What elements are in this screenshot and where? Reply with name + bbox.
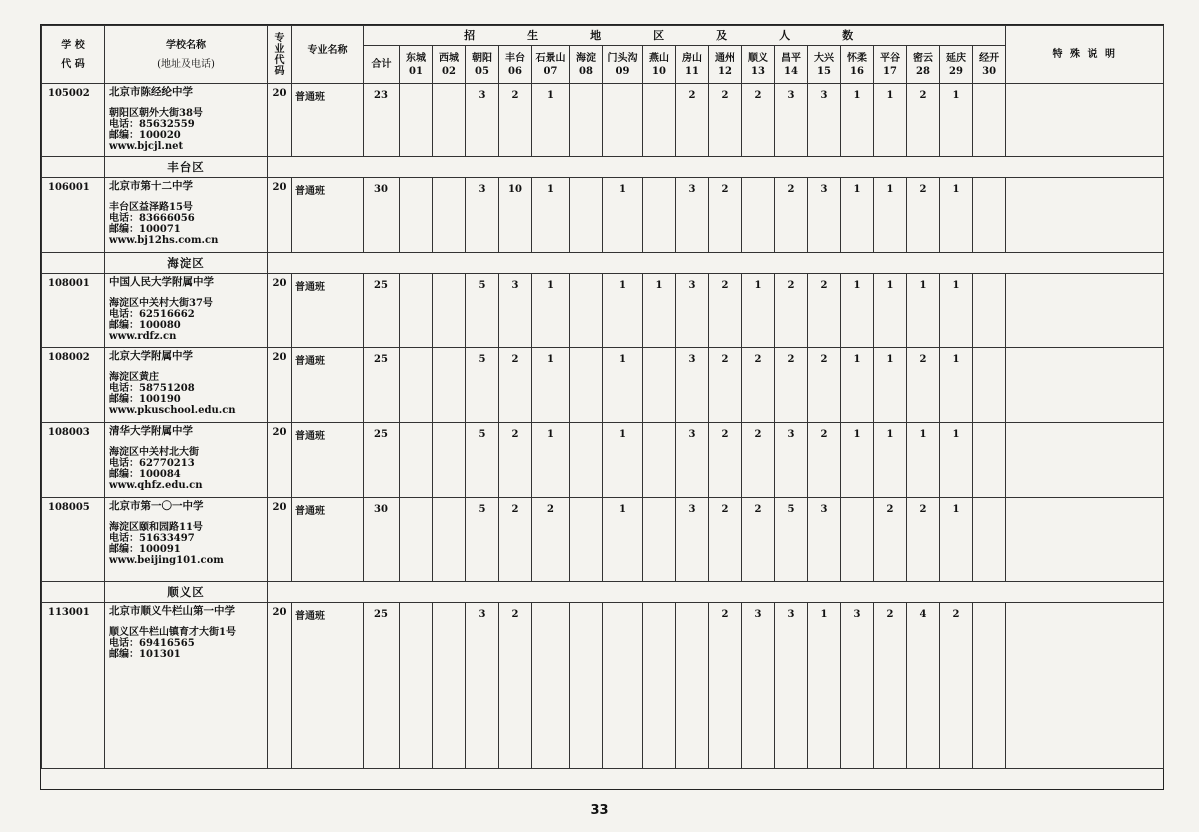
school-contact-line: 邮编：100071 (109, 224, 181, 235)
region-header (433, 46, 466, 84)
district-spacer (42, 253, 105, 274)
major-code: 20 (268, 178, 292, 253)
region-count: 3 (466, 603, 499, 769)
region-count: 3 (676, 274, 709, 348)
school-contact-line: 顺义区牛栏山镇育才大街1号 (109, 627, 236, 638)
region-count (643, 178, 676, 253)
school-info-cell (105, 274, 268, 348)
region-count: 2 (907, 498, 940, 582)
region-count: 3 (499, 274, 532, 348)
total-count: 25 (364, 423, 400, 498)
school-row (42, 84, 1164, 157)
region-name: 延庆 (946, 52, 966, 64)
region-count (643, 423, 676, 498)
region-count (433, 84, 466, 157)
region-count: 5 (466, 423, 499, 498)
region-count: 2 (808, 274, 841, 348)
region-count: 3 (808, 498, 841, 582)
school-code: 108003 (42, 423, 105, 498)
region-count: 1 (841, 423, 874, 498)
region-header (907, 46, 940, 84)
region-code: 14 (784, 65, 798, 77)
region-count: 1 (603, 274, 643, 348)
region-count (603, 84, 643, 157)
region-count: 2 (709, 274, 742, 348)
major-name: 普通班 (292, 423, 364, 498)
region-count: 2 (676, 84, 709, 157)
region-count (643, 348, 676, 423)
region-count (570, 423, 603, 498)
major-name: 普通班 (292, 178, 364, 253)
school-row (42, 498, 1164, 582)
school-contact-line: www.beijing101.com (109, 555, 224, 566)
region-count (433, 274, 466, 348)
region-count (400, 84, 433, 157)
region-count: 2 (907, 348, 940, 423)
region-count: 2 (874, 498, 907, 582)
school-name: 北京大学附属中学 (109, 350, 193, 362)
region-header (874, 46, 907, 84)
major-code: 20 (268, 498, 292, 582)
region-count: 1 (532, 348, 570, 423)
school-code: 105002 (42, 84, 105, 157)
school-name: 北京市第十二中学 (109, 180, 193, 192)
region-count (570, 603, 603, 769)
region-header (808, 46, 841, 84)
region-count (570, 348, 603, 423)
school-contact-line: 朝阳区朝外大街38号 (109, 108, 203, 119)
region-count (643, 603, 676, 769)
region-header (676, 46, 709, 84)
school-contact-line: 邮编：101301 (109, 649, 181, 660)
region-count: 3 (775, 423, 808, 498)
region-count: 2 (808, 348, 841, 423)
school-name: 北京市顺义牛栏山第一中学 (109, 605, 235, 617)
region-count: 2 (499, 603, 532, 769)
region-count: 1 (603, 348, 643, 423)
major-code-header: 专业代码 (268, 26, 292, 84)
region-count: 2 (709, 84, 742, 157)
district-spacer (42, 157, 105, 178)
school-code: 108005 (42, 498, 105, 582)
region-code: 05 (475, 65, 489, 77)
region-count: 1 (940, 84, 973, 157)
region-count: 1 (940, 348, 973, 423)
school-code: 106001 (42, 178, 105, 253)
region-count: 1 (874, 178, 907, 253)
region-code: 29 (949, 65, 963, 77)
major-code: 20 (268, 84, 292, 157)
school-contact-line: www.rdfz.cn (109, 331, 177, 342)
region-count: 3 (808, 178, 841, 253)
region-header (643, 46, 676, 84)
region-count: 1 (603, 498, 643, 582)
school-code: 108001 (42, 274, 105, 348)
total-count: 30 (364, 498, 400, 582)
school-code: 108002 (42, 348, 105, 423)
region-count: 1 (940, 498, 973, 582)
region-count: 3 (676, 498, 709, 582)
district-name: 丰台区 (105, 157, 268, 178)
region-count (841, 498, 874, 582)
school-contact-line: 邮编：100091 (109, 544, 181, 555)
district-spacer (42, 582, 105, 603)
region-count: 5 (775, 498, 808, 582)
region-name: 丰台 (505, 52, 525, 64)
school-contact-line: 电话：69416565 (109, 638, 195, 649)
region-header (400, 46, 433, 84)
region-count (400, 423, 433, 498)
district-name: 顺义区 (105, 582, 268, 603)
total-count: 25 (364, 348, 400, 423)
region-header (841, 46, 874, 84)
region-code: 17 (883, 65, 897, 77)
school-contact (109, 202, 263, 246)
school-row (42, 274, 1164, 348)
school-info-cell (105, 348, 268, 423)
region-code: 08 (579, 65, 593, 77)
school-contact-line: 邮编：100084 (109, 469, 181, 480)
region-count: 2 (742, 498, 775, 582)
region-code: 11 (685, 65, 699, 77)
major-name: 普通班 (292, 84, 364, 157)
region-count: 2 (940, 603, 973, 769)
school-name: 北京市第一〇一中学 (109, 500, 204, 512)
region-count: 2 (808, 423, 841, 498)
total-count: 25 (364, 603, 400, 769)
region-count: 1 (874, 348, 907, 423)
enrollment-table (41, 25, 1164, 769)
special-notes (1006, 603, 1164, 769)
special-notes (1006, 348, 1164, 423)
major-code: 20 (268, 423, 292, 498)
region-code: 02 (442, 65, 456, 77)
school-row (42, 603, 1164, 769)
school-name: 中国人民大学附属中学 (109, 276, 214, 288)
region-count (603, 603, 643, 769)
school-info-cell (105, 84, 268, 157)
region-count: 2 (709, 603, 742, 769)
region-count: 1 (603, 178, 643, 253)
region-code: 30 (982, 65, 997, 77)
region-count: 1 (940, 178, 973, 253)
school-contact-line: 电话：51633497 (109, 533, 195, 544)
school-contact (109, 298, 263, 342)
school-info-cell (105, 178, 268, 253)
region-count: 1 (532, 84, 570, 157)
region-code: 09 (615, 65, 630, 77)
region-count: 1 (603, 423, 643, 498)
region-header (709, 46, 742, 84)
region-count (973, 348, 1006, 423)
region-name: 海淀 (576, 52, 596, 64)
region-count: 1 (532, 423, 570, 498)
region-count: 2 (499, 423, 532, 498)
school-contact-line: 邮编：100020 (109, 130, 181, 141)
region-count: 1 (532, 178, 570, 253)
region-count: 1 (841, 274, 874, 348)
region-count (400, 348, 433, 423)
header-row-top (42, 26, 1164, 46)
school-contact-line: 海淀区颐和园路11号 (109, 522, 203, 533)
school-row (42, 348, 1164, 423)
school-code: 113001 (42, 603, 105, 769)
region-count: 1 (643, 274, 676, 348)
special-notes (1006, 423, 1164, 498)
region-name: 石景山 (535, 52, 566, 64)
school-contact-line: 邮编：100080 (109, 320, 181, 331)
district-spacer (268, 157, 1164, 178)
region-count (532, 603, 570, 769)
region-count (400, 498, 433, 582)
total-count: 23 (364, 84, 400, 157)
major-name: 普通班 (292, 274, 364, 348)
region-count: 3 (775, 603, 808, 769)
school-row (42, 423, 1164, 498)
region-name: 东城 (406, 52, 426, 64)
region-count: 3 (676, 178, 709, 253)
region-count (676, 603, 709, 769)
region-count: 2 (709, 178, 742, 253)
region-count: 2 (709, 423, 742, 498)
region-count (643, 84, 676, 157)
region-code: 01 (409, 65, 423, 77)
region-count: 1 (874, 423, 907, 498)
region-count: 3 (775, 84, 808, 157)
region-header (775, 46, 808, 84)
region-count (433, 348, 466, 423)
major-name: 普通班 (292, 498, 364, 582)
region-name: 密云 (913, 52, 933, 64)
region-code: 16 (850, 65, 864, 77)
school-contact (109, 372, 263, 416)
school-contact-line: 电话：83666056 (109, 213, 195, 224)
region-count: 3 (466, 178, 499, 253)
region-header (603, 46, 643, 84)
region-count: 2 (742, 423, 775, 498)
major-name: 普通班 (292, 348, 364, 423)
region-name: 燕山 (649, 52, 669, 64)
total-count: 30 (364, 178, 400, 253)
region-name: 房山 (682, 52, 702, 64)
region-code: 07 (543, 65, 558, 77)
district-row (42, 157, 1164, 178)
region-name: 昌平 (781, 52, 801, 64)
school-contact-line: www.bjcjl.net (109, 141, 184, 152)
major-code: 20 (268, 348, 292, 423)
region-header (973, 46, 1006, 84)
region-count: 3 (676, 348, 709, 423)
district-row (42, 253, 1164, 274)
school-contact-line: 邮编：100190 (109, 394, 181, 405)
region-count (570, 274, 603, 348)
school-name: 北京市陈经纶中学 (109, 86, 193, 98)
region-count: 3 (466, 84, 499, 157)
region-count: 1 (742, 274, 775, 348)
region-count: 1 (907, 274, 940, 348)
region-name: 朝阳 (472, 52, 492, 64)
region-count: 1 (940, 423, 973, 498)
school-code-header: 学 校 代 码 (42, 26, 105, 84)
region-count: 2 (499, 84, 532, 157)
school-contact-line: www.qhfz.edu.cn (109, 480, 203, 491)
region-count (973, 178, 1006, 253)
region-count (433, 423, 466, 498)
region-name: 西城 (439, 52, 459, 64)
school-contact-line: 电话：62770213 (109, 458, 195, 469)
page-number: 33 (590, 803, 609, 818)
notes-header: 特 殊 说 明 (1006, 26, 1164, 84)
region-count: 5 (466, 274, 499, 348)
region-code: 28 (916, 65, 930, 77)
region-name: 顺义 (748, 52, 768, 64)
region-header (499, 46, 532, 84)
region-count: 1 (841, 348, 874, 423)
total-header: 合计 (364, 46, 400, 84)
region-count: 2 (532, 498, 570, 582)
school-name-header: 学校名称 (地址及电话) (105, 26, 268, 84)
region-code: 06 (508, 65, 522, 77)
region-count: 1 (808, 603, 841, 769)
region-count: 4 (907, 603, 940, 769)
region-count: 3 (808, 84, 841, 157)
region-name: 经开 (979, 52, 1000, 64)
region-count (973, 274, 1006, 348)
region-count (433, 178, 466, 253)
special-notes (1006, 84, 1164, 157)
region-count: 5 (466, 348, 499, 423)
region-count: 3 (841, 603, 874, 769)
region-count (433, 603, 466, 769)
region-name: 门头沟 (607, 52, 638, 64)
major-code: 20 (268, 603, 292, 769)
school-contact-line: www.bj12hs.com.cn (109, 235, 219, 246)
region-count: 2 (709, 498, 742, 582)
region-count (742, 178, 775, 253)
region-count (973, 603, 1006, 769)
school-contact-line: 海淀区中关村大街37号 (109, 298, 213, 309)
region-title-header: 招生地区及人数 (364, 26, 1006, 46)
region-count: 1 (841, 84, 874, 157)
school-contact-line: 海淀区中关村北大街 (109, 447, 199, 458)
major-code: 20 (268, 274, 292, 348)
region-count: 1 (841, 178, 874, 253)
region-count: 10 (499, 178, 532, 253)
region-count: 1 (874, 84, 907, 157)
school-info-cell (105, 423, 268, 498)
region-header (532, 46, 570, 84)
region-count: 3 (676, 423, 709, 498)
school-name: 清华大学附属中学 (109, 425, 193, 437)
region-code: 10 (652, 65, 666, 77)
region-count: 2 (775, 348, 808, 423)
region-count: 5 (466, 498, 499, 582)
region-count: 3 (742, 603, 775, 769)
region-header (742, 46, 775, 84)
school-contact-line: 海淀区黄庄 (109, 372, 159, 383)
region-name: 平谷 (880, 52, 900, 64)
school-info-cell (105, 603, 268, 769)
region-count (400, 178, 433, 253)
region-count: 2 (709, 348, 742, 423)
region-count: 2 (742, 84, 775, 157)
region-count (570, 178, 603, 253)
district-spacer (268, 253, 1164, 274)
region-code: 12 (718, 65, 732, 77)
school-contact-line: 电话：62516662 (109, 309, 195, 320)
school-contact-line: 电话：85632559 (109, 119, 195, 130)
region-count: 1 (532, 274, 570, 348)
region-count: 2 (775, 178, 808, 253)
region-count (400, 603, 433, 769)
region-code: 15 (817, 65, 831, 77)
region-count: 2 (907, 178, 940, 253)
special-notes (1006, 498, 1164, 582)
region-count: 1 (940, 274, 973, 348)
region-count (973, 423, 1006, 498)
school-contact-line: 丰台区益泽路15号 (109, 202, 193, 213)
region-code: 13 (751, 65, 765, 77)
region-count: 1 (874, 274, 907, 348)
region-count (570, 498, 603, 582)
district-name: 海淀区 (105, 253, 268, 274)
school-row (42, 178, 1164, 253)
region-count: 2 (742, 348, 775, 423)
enrollment-table-sheet (40, 24, 1164, 790)
region-name: 通州 (715, 52, 735, 64)
special-notes (1006, 178, 1164, 253)
special-notes (1006, 274, 1164, 348)
major-name-header: 专业名称 (292, 26, 364, 84)
region-count (400, 274, 433, 348)
school-contact-line: www.pkuschool.edu.cn (109, 405, 236, 416)
district-spacer (268, 582, 1164, 603)
region-count: 2 (907, 84, 940, 157)
school-contact (109, 447, 263, 491)
school-contact (109, 627, 263, 660)
district-row (42, 582, 1164, 603)
region-count: 2 (499, 498, 532, 582)
region-header (940, 46, 973, 84)
major-name: 普通班 (292, 603, 364, 769)
school-contact-line: 电话：58751208 (109, 383, 195, 394)
region-count (973, 84, 1006, 157)
region-count: 2 (499, 348, 532, 423)
region-count: 2 (874, 603, 907, 769)
table-body (42, 84, 1164, 769)
region-name: 大兴 (814, 52, 834, 64)
region-name: 怀柔 (847, 52, 867, 64)
total-count: 25 (364, 274, 400, 348)
school-info-cell (105, 498, 268, 582)
region-count (973, 498, 1006, 582)
region-header (466, 46, 499, 84)
school-contact (109, 522, 263, 566)
region-count: 2 (775, 274, 808, 348)
region-header (570, 46, 603, 84)
region-count: 1 (907, 423, 940, 498)
region-count (643, 498, 676, 582)
region-count (433, 498, 466, 582)
region-count (570, 84, 603, 157)
school-contact (109, 108, 263, 152)
